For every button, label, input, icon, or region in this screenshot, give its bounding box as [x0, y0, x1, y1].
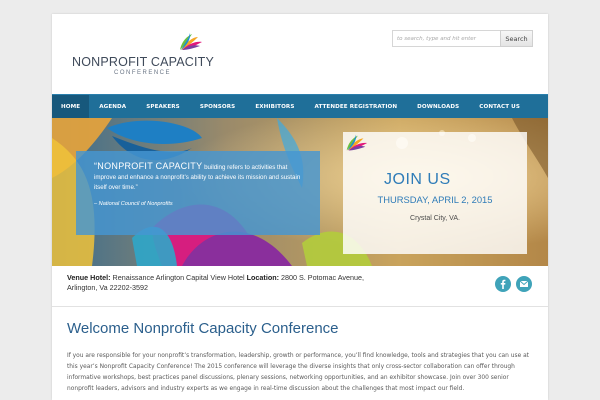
search-form	[392, 30, 533, 47]
nav-item-agenda[interactable]: AGENDA	[99, 103, 127, 110]
venue-info	[67, 273, 367, 293]
welcome-title: Welcome Nonprofit Capacity Conference	[67, 320, 339, 337]
hero-banner	[52, 118, 548, 266]
join-us-box	[343, 132, 527, 254]
facebook-icon	[495, 276, 511, 292]
venue-location-label: Location:	[246, 273, 279, 282]
logo-title: NONPROFIT CAPACITY	[72, 55, 215, 69]
venue-hotel-name: Renaissance Arlington Capital View Hotel	[110, 273, 247, 282]
event-location: Crystal City, VA.	[410, 215, 460, 222]
venue-bar	[52, 266, 548, 307]
nav-item-sponsors[interactable]: SPONSORS	[199, 103, 236, 110]
page-container	[52, 14, 548, 400]
nav-item-home[interactable]: HOME	[52, 95, 89, 118]
welcome-body: If you are responsible for your nonprofit’s transformation, leadership, growth or performance, you’ll find knowledge, tools and strategies that you can use at this year’s Nonprofit Capacity Conference! The 2015 conference will leverage the diverse insights that only cross-sector collaboration can offer through informative workshops, best practices panel discussions, plenary sessions, networking opportunities, and an exhibitor showcase. Join over 300 senior nonprofit leaders, advisors and industry experts as we engage in real-time discussion about the challenges that most impact our field.	[67, 353, 529, 392]
nav-item-exhibitors[interactable]: EXHIBITORS	[255, 103, 295, 110]
join-us-title: JOIN US	[384, 171, 451, 188]
email-button[interactable]	[516, 276, 532, 292]
event-date: THURSDAY, APRIL 2, 2015	[377, 194, 493, 205]
join-flower-icon	[343, 132, 369, 154]
nav-item-contact-us[interactable]: CONTACT US	[479, 103, 520, 110]
venue-hotel-label: Venue Hotel:	[67, 273, 111, 282]
site-header	[52, 14, 548, 94]
nav-item-speakers[interactable]: SPEAKERS	[146, 103, 180, 110]
logo-subtitle: CONFERENCE	[114, 70, 172, 76]
hero-quote-attribution: – National Council of Nonprofits	[94, 201, 173, 207]
search-button[interactable]: Search	[500, 30, 533, 47]
nav-item-attendee-registration[interactable]: ATTENDEE REGISTRATION	[314, 103, 398, 110]
venue-location-value: 2800 S. Potomac Avenue, Arlington, Va 22202-3592	[67, 273, 364, 292]
facebook-button[interactable]	[495, 276, 511, 292]
main-nav	[52, 94, 548, 118]
hero-quote-rest: building refers to activities that improve and enhance a nonprofit’s ability to achieve its mission and sustain itself over time.”	[94, 164, 301, 191]
site-logo[interactable]	[68, 32, 215, 82]
nav-item-downloads[interactable]: DOWNLOADS	[417, 103, 460, 110]
hero-quote	[94, 161, 308, 193]
hero-quote-box	[76, 151, 320, 235]
logo-flower-icon	[176, 32, 204, 52]
hero-quote-lead: “NONPROFIT CAPACITY	[94, 161, 203, 171]
search-input[interactable]	[392, 30, 500, 47]
email-icon	[516, 276, 532, 292]
